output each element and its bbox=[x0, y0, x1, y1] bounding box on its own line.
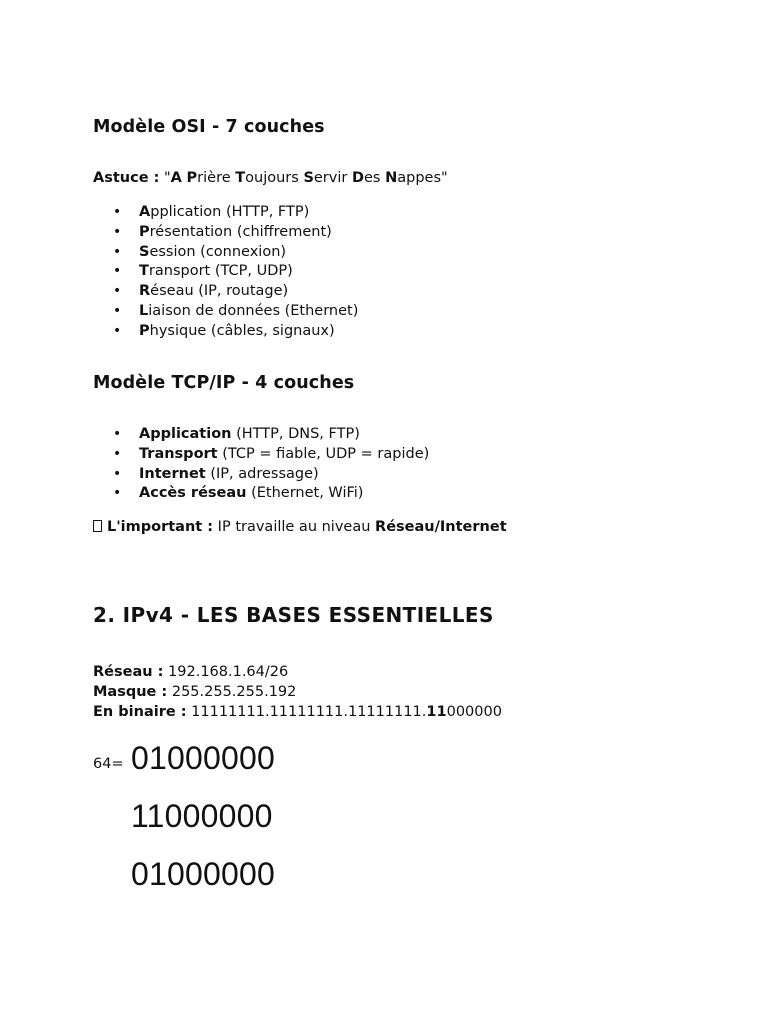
layer-rest: iaison de données (Ethernet) bbox=[148, 302, 359, 319]
mnemonic-part: D bbox=[351, 170, 364, 186]
mnemonic-part: S bbox=[303, 170, 314, 186]
calc-prefix: 64= bbox=[93, 756, 124, 772]
list-item bbox=[93, 243, 358, 263]
layer-initial: L bbox=[139, 302, 149, 319]
astuce-label: Astuce : bbox=[93, 170, 160, 186]
layer-desc: (HTTP, DNS, FTP) bbox=[231, 426, 360, 442]
list-item bbox=[93, 262, 358, 282]
layer-desc: (TCP = fiable, UDP = rapide) bbox=[217, 445, 430, 462]
layer-desc: (Ethernet, WiFi) bbox=[246, 485, 364, 502]
layer-initial: P bbox=[139, 223, 150, 240]
mnemonic-part: P bbox=[186, 170, 198, 186]
important-bold: Réseau/Internet bbox=[375, 519, 507, 535]
tcpip-layer-list bbox=[93, 425, 429, 504]
list-item bbox=[93, 203, 358, 223]
list-item bbox=[93, 322, 358, 342]
mnemonic-part: N bbox=[385, 170, 398, 186]
important-label: L'important : bbox=[107, 519, 214, 535]
mnemonic-part: ervir bbox=[313, 170, 352, 186]
binaire-value-start: 11111111.11111111.11111111. bbox=[186, 703, 427, 720]
mnemonic-part: oujours bbox=[245, 170, 304, 186]
osi-heading: Modèle OSI - 7 couches bbox=[93, 117, 325, 137]
binary-value: 11000000 bbox=[131, 798, 273, 834]
binaire-value-bold: 11 bbox=[426, 703, 447, 720]
important-text: IP travaille au niveau bbox=[213, 519, 376, 535]
list-item bbox=[93, 465, 429, 485]
layer-initial: T bbox=[139, 263, 149, 280]
important-note bbox=[93, 519, 507, 535]
mnemonic-part: " bbox=[164, 170, 171, 186]
ipv4-heading: 2. IPv4 - LES BASES ESSENTIELLES bbox=[93, 603, 494, 627]
binaire-label: En binaire : bbox=[93, 703, 187, 720]
list-item bbox=[93, 302, 358, 322]
layer-initial: R bbox=[139, 283, 151, 300]
mnemonic-part: es bbox=[364, 170, 386, 186]
layer-rest: résentation (chiffrement) bbox=[149, 223, 332, 240]
list-item bbox=[93, 223, 358, 243]
osi-layer-list bbox=[93, 203, 358, 342]
list-item bbox=[93, 282, 358, 302]
masque-value: 255.255.255.192 bbox=[167, 683, 297, 700]
binary-value: 01000000 bbox=[131, 856, 275, 892]
osi-mnemonic bbox=[93, 170, 448, 186]
mnemonic-text bbox=[164, 170, 448, 186]
layer-desc: (IP, adressage) bbox=[205, 465, 319, 482]
list-item bbox=[93, 445, 429, 465]
layer-rest: pplication (HTTP, FTP) bbox=[150, 204, 310, 220]
reseau-value: 192.168.1.64/26 bbox=[163, 664, 289, 680]
binaire-value-end: 000000 bbox=[446, 703, 502, 720]
list-item bbox=[93, 425, 429, 445]
layer-rest: ession (connexion) bbox=[149, 243, 287, 260]
layer-rest: éseau (IP, routage) bbox=[150, 283, 289, 300]
binary-value: 01000000 bbox=[131, 740, 275, 776]
network-info bbox=[93, 663, 502, 722]
layer-name: Transport bbox=[139, 445, 218, 462]
mnemonic-part: rière bbox=[197, 170, 236, 186]
reseau-line bbox=[93, 663, 502, 683]
list-item bbox=[93, 484, 429, 504]
layer-rest: hysique (câbles, signaux) bbox=[149, 322, 335, 339]
reseau-label: Réseau : bbox=[93, 664, 164, 680]
tcpip-heading: Modèle TCP/IP - 4 couches bbox=[93, 373, 355, 393]
layer-initial: S bbox=[139, 243, 150, 260]
layer-name: Application bbox=[139, 426, 232, 442]
layer-name: Accès réseau bbox=[139, 485, 247, 502]
masque-label: Masque : bbox=[93, 683, 168, 700]
layer-name: Internet bbox=[139, 465, 206, 482]
binaire-line bbox=[93, 703, 502, 723]
masque-line bbox=[93, 683, 502, 703]
mnemonic-part: T bbox=[235, 170, 246, 186]
mnemonic-part: appes" bbox=[397, 170, 448, 186]
missing-glyph-icon bbox=[93, 520, 102, 532]
layer-initial: P bbox=[139, 322, 150, 339]
mnemonic-part: A bbox=[170, 170, 182, 186]
layer-initial: A bbox=[139, 204, 151, 220]
layer-rest: ransport (TCP, UDP) bbox=[148, 263, 293, 280]
